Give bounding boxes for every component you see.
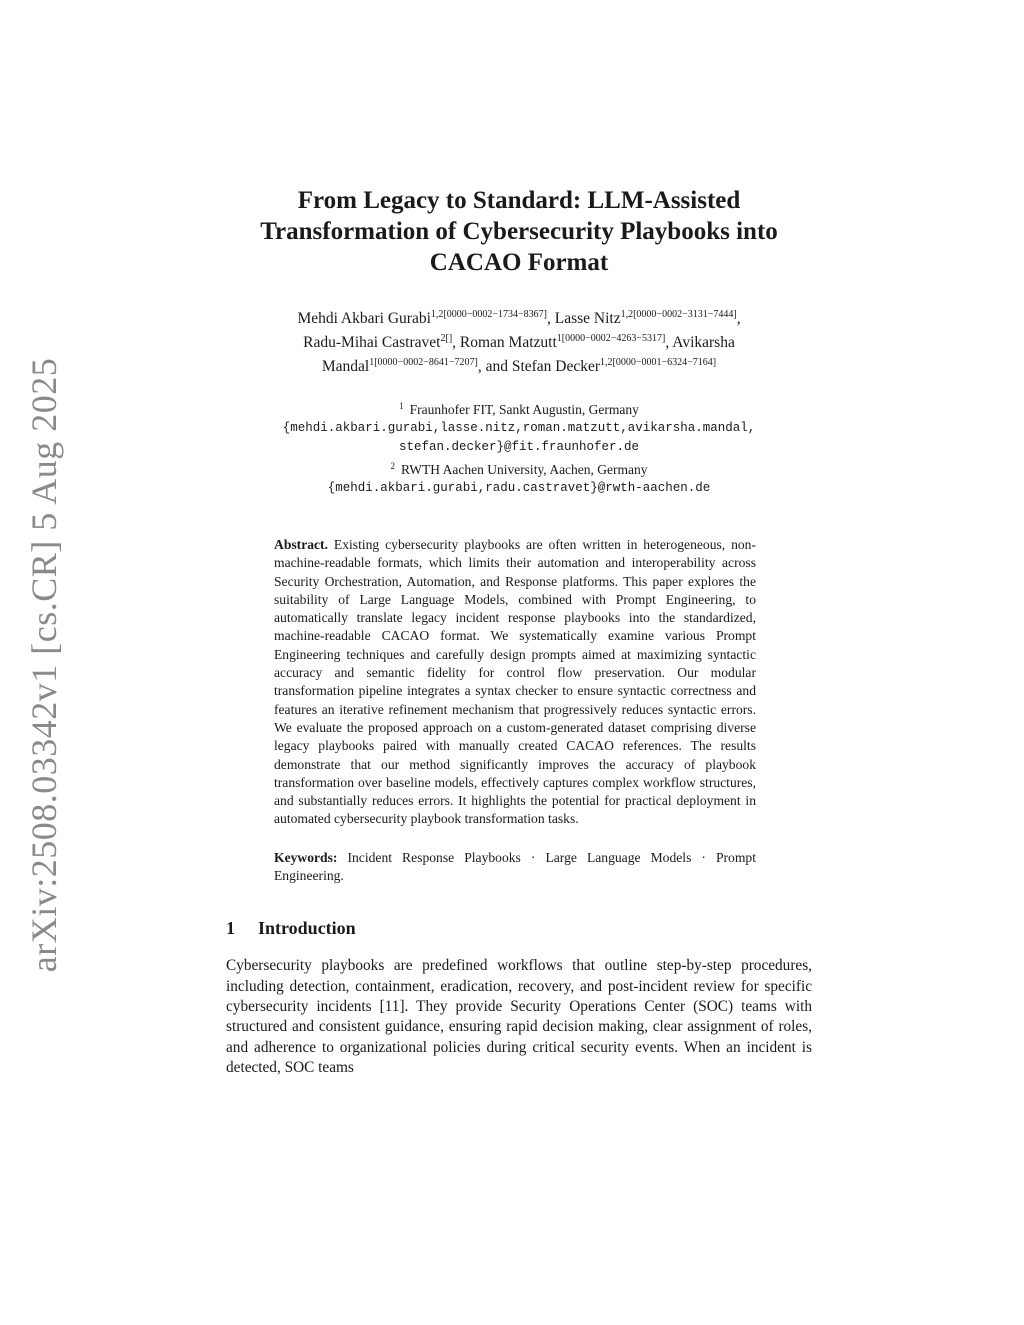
abstract — [274, 536, 756, 829]
arxiv-identifier: arXiv:2508.03342v1 [cs.CR] 5 Aug 2025 — [24, 357, 64, 973]
affiliation-2-emails[interactable]: {mehdi.akbari.gurabi,radu.castravet}@rwth-aachen.de — [327, 481, 711, 495]
keywords-label: Keywords: — [274, 849, 338, 865]
affiliation-number: 1 — [399, 401, 404, 411]
author-name: Radu-Mihai Castravet — [303, 334, 441, 351]
section-heading-introduction — [226, 917, 812, 939]
abstract-text: Existing cybersecurity playbooks are often written in heterogeneous, non-machine-readable formats, which limits their automation and interoperability across Security Orchestration, Automation, and Response platforms. This paper explores the suitability of Large Language Models, combined with Prompt Engineering, to automatically translate legacy incident response playbooks into the standardized, machine-readable CACAO format. We systematically examine various Prompt Engineering techniques and carefully design prompts aimed at maximizing syntactic accuracy and semantic fidelity for control flow preservation. Our modular transformation pipeline integrates a syntax checker to ensure syntactic correctness and features an iterative refinement mechanism that progressively reduces syntactic errors. We evaluate the proposed approach on a custom-generated dataset comprising diverse legacy playbooks paired with manually created CACAO references. The results demonstrate that our method significantly improves the accuracy of playbook transformation over baseline models, effectively captures complex workflow structures, and substantially reduces errors. It highlights the potential for practical deployment in automated cybersecurity playbook transformation tasks. — [274, 537, 757, 827]
author-orcid: 1,2[0000−0002−3131−7444] — [620, 309, 737, 320]
affiliation-number: 2 — [390, 461, 395, 471]
title-line-2: Transformation of Cybersecurity Playbooks into — [260, 218, 778, 245]
author-separator: , — [546, 310, 555, 327]
author-separator: , and — [477, 358, 512, 375]
section-number: 1 — [226, 918, 235, 939]
author-separator: , — [452, 334, 460, 351]
affiliations — [226, 397, 812, 498]
author-name: Mehdi Akbari Gurabi — [297, 310, 431, 327]
affiliation-1-emails-line-2[interactable]: stefan.decker}@fit.fraunhofer.de — [398, 440, 640, 454]
author-orcid: 1[0000−0002−8641−7207] — [369, 357, 478, 368]
author-name: Lasse Nitz — [554, 310, 621, 327]
affiliation-text: RWTH Aachen University, Aachen, Germany — [400, 462, 648, 477]
section-title: Introduction — [258, 918, 356, 939]
affiliation-1-emails-line-1[interactable]: {mehdi.akbari.gurabi,lasse.nitz,roman.matzutt,avikarsha.mandal, — [282, 421, 756, 435]
abstract-label: Abstract. — [274, 537, 328, 552]
author-separator: , — [665, 334, 673, 351]
affiliation-2 — [226, 457, 812, 479]
title-line-1: From Legacy to Standard: LLM-Assisted — [297, 187, 741, 214]
author-separator: , — [736, 310, 741, 327]
paper-page — [226, 185, 812, 1093]
intro-paragraph: Cybersecurity playbooks are predefined workflows that outline step-by-step procedures, including detection, containment, eradication, recovery, and post-incident review for specific cybersecurity incidents [11]. They provide Security Operations Center (SOC) teams with structured and consistent guidance, ensuring rapid decision making, clear assignment of roles, and adherence to organizational policies during critical security events. When an incident is detected, SOC teams — [226, 957, 812, 1076]
author-name: Mandal — [321, 358, 370, 375]
paper-title — [226, 185, 812, 278]
author-name: Avikarsha — [672, 334, 735, 351]
title-line-3: CACAO Format — [429, 249, 609, 276]
affiliation-1 — [226, 397, 812, 419]
keywords-text: Incident Response Playbooks · Large Language Models · Prompt Engineering. — [274, 849, 756, 884]
author-orcid: 1[0000−0002−4263−5317] — [556, 333, 666, 344]
author-orcid: 2[] — [440, 333, 453, 344]
author-orcid: 1,2[0000−0002−1734−8367] — [430, 309, 547, 320]
author-name: Stefan Decker — [511, 358, 601, 375]
keywords — [274, 849, 756, 886]
author-list — [226, 305, 812, 377]
affiliation-text: Fraunhofer FIT, Sankt Augustin, Germany — [409, 402, 639, 417]
author-orcid: 1,2[0000−0001−6324−7164] — [600, 357, 717, 368]
author-name: Roman Matzutt — [459, 334, 557, 351]
